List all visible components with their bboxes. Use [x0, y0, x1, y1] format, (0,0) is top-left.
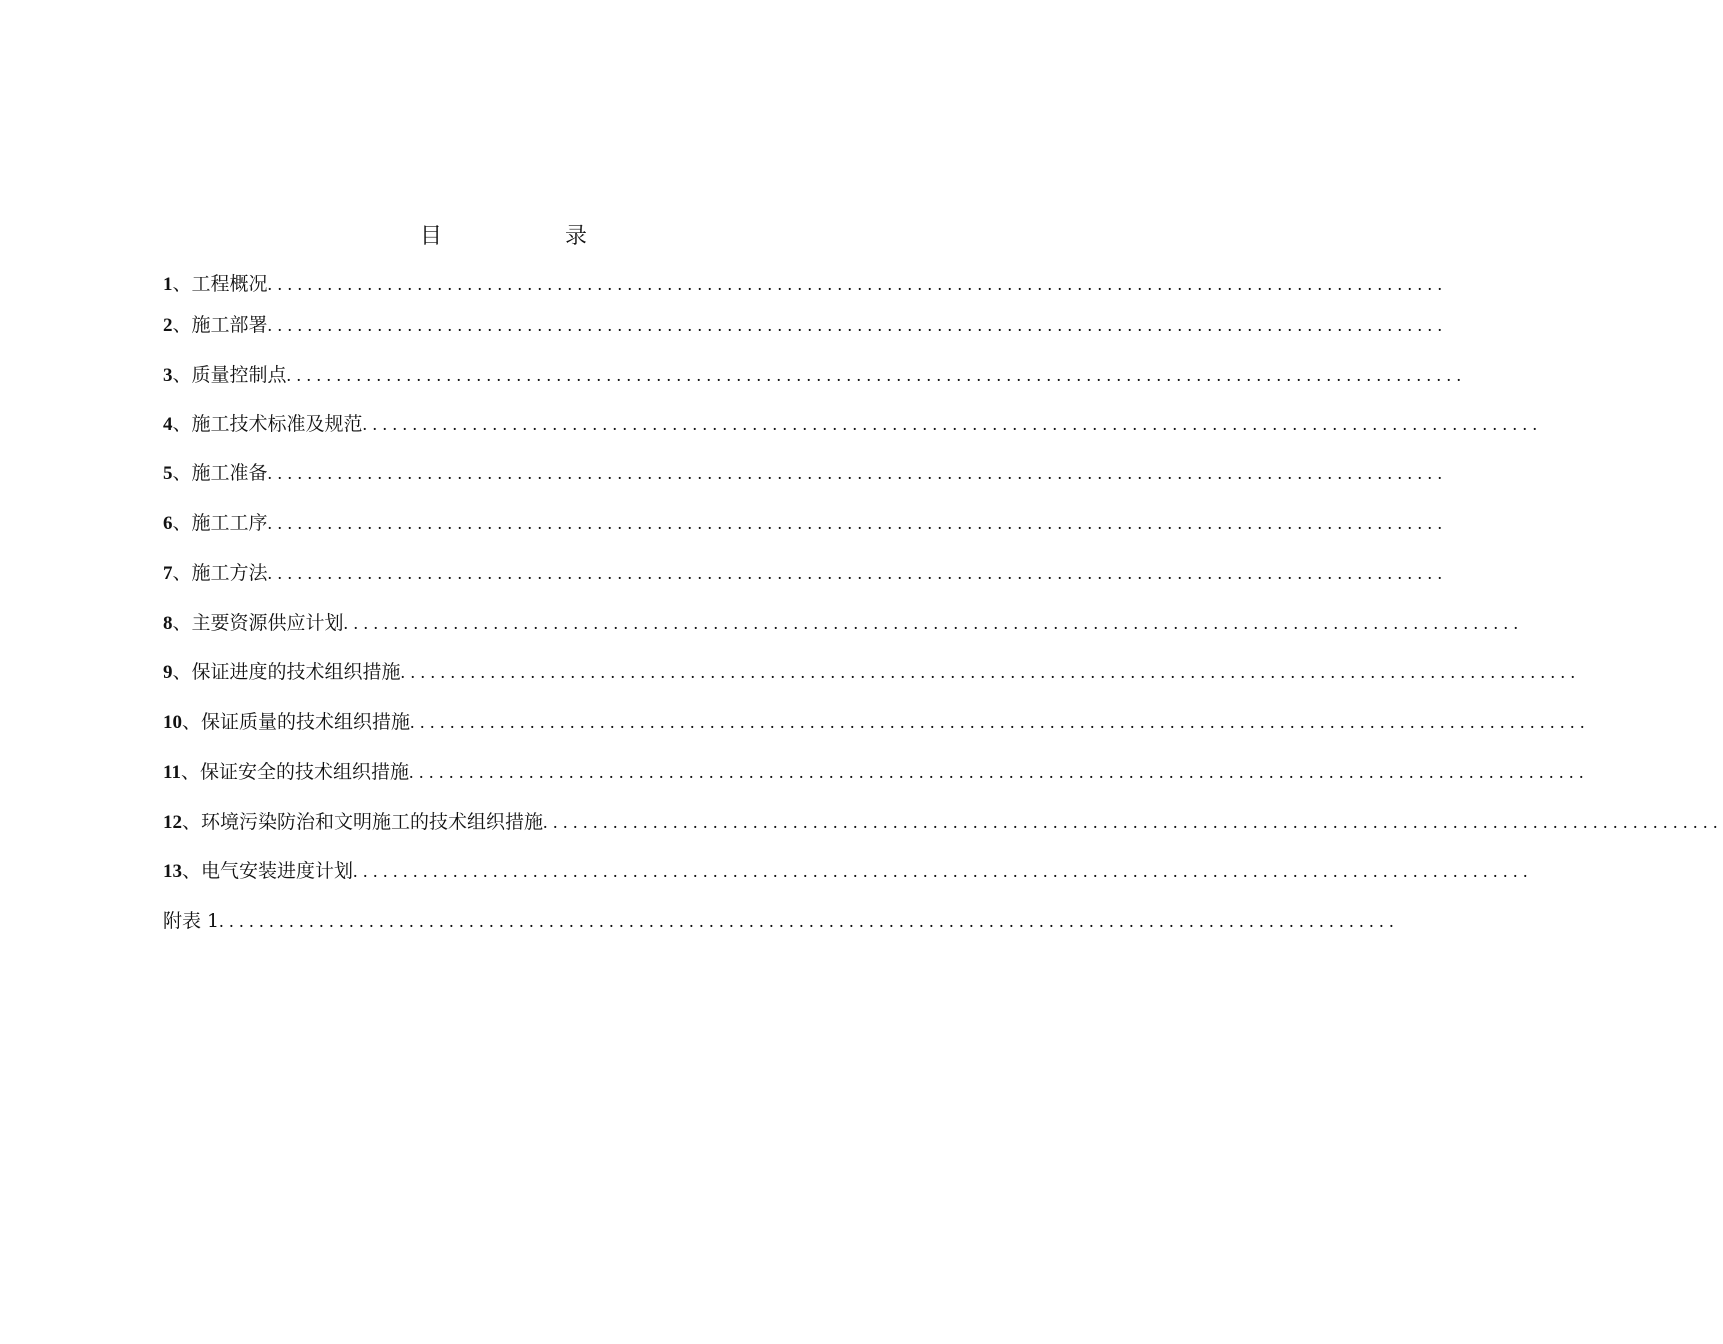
- toc-entry-label: 保证安全的技术组织措施: [199, 761, 409, 783]
- toc-entry-label: 质量控制点: [191, 364, 287, 386]
- toc-heading-char-2: 录: [565, 224, 588, 249]
- toc-entry-9[interactable]: [163, 658, 1581, 686]
- toc-leader-dots: ......................................................................................................................: [400, 662, 1581, 682]
- toc-entry-8[interactable]: [163, 609, 1524, 637]
- toc-entry-10[interactable]: [163, 708, 1591, 736]
- toc-entry-label: 施工部署: [191, 314, 268, 336]
- toc-entry-number: 1: [163, 274, 173, 295]
- toc-leader-dots: ......................................................................................................................: [343, 613, 1524, 633]
- toc-entry-separator: 、: [180, 761, 200, 783]
- toc-entry-number: 3: [163, 365, 173, 386]
- toc-entry-label: 施工准备: [191, 462, 268, 484]
- toc-entry-label: 环境污染防治和文明施工的技术组织措施: [201, 811, 544, 833]
- toc-entry-number: 13: [163, 861, 182, 882]
- toc-entry-separator: 、: [172, 562, 192, 584]
- toc-entry-label: 施工技术标准及规范: [191, 413, 363, 435]
- toc-entry-separator: 、: [172, 314, 192, 336]
- toc-leader-dots: ......................................................................................................................: [219, 911, 1400, 931]
- toc-entry-number: 11: [163, 762, 181, 783]
- toc-leader-dots: ......................................................................................................................: [267, 563, 1448, 583]
- toc-leader-dots: ......................................................................................................................: [362, 414, 1543, 434]
- toc-entry-12[interactable]: [163, 808, 1723, 836]
- toc-leader-dots: ......................................................................................................................: [267, 315, 1448, 335]
- toc-heading-char-1: 目: [420, 224, 443, 249]
- toc-entry-number: 2: [163, 315, 173, 336]
- toc-entry-11[interactable]: [163, 758, 1589, 786]
- toc-entry-separator: 、: [182, 811, 202, 833]
- toc-leader-dots: ......................................................................................................................: [353, 861, 1534, 881]
- toc-entry-label: 保证质量的技术组织措施: [201, 711, 411, 733]
- toc-entry-3[interactable]: [163, 361, 1467, 389]
- toc-entry-number: 6: [163, 513, 173, 534]
- toc-entry-number: 7: [163, 563, 173, 584]
- toc-entry-13[interactable]: [163, 857, 1534, 885]
- toc-entry-number: 4: [163, 414, 173, 435]
- toc-leader-dots: ......................................................................................................................: [267, 274, 1448, 294]
- toc-entry-7[interactable]: [163, 559, 1448, 587]
- toc-entry-number: 10: [163, 712, 182, 733]
- toc-leader-dots: ......................................................................................................................: [410, 712, 1591, 732]
- toc-entry-separator: 、: [182, 860, 202, 882]
- toc-entry-6[interactable]: [163, 509, 1448, 537]
- toc-leader-dots: ......................................................................................................................: [286, 365, 1467, 385]
- toc-entry-separator: 、: [172, 512, 192, 534]
- toc-entry-label: 施工方法: [191, 562, 268, 584]
- toc-leader-dots: ......................................................................................................................: [267, 513, 1448, 533]
- toc-entry-separator: 、: [172, 661, 192, 683]
- toc-entry-number: 8: [163, 613, 173, 634]
- toc-entry-2[interactable]: [163, 311, 1448, 339]
- toc-entry-label: 电气安装进度计划: [201, 860, 354, 882]
- toc-entry-label: 保证进度的技术组织措施: [191, 661, 401, 683]
- toc-entry-number: 12: [163, 812, 182, 833]
- toc-entry-4[interactable]: [163, 410, 1543, 438]
- toc-entry-label: 工程概况: [191, 273, 268, 295]
- toc-entry-separator: 、: [172, 462, 192, 484]
- toc-entry-label: 附表 1: [163, 910, 220, 932]
- toc-entry-separator: 、: [172, 364, 192, 386]
- toc-entry-label: 施工工序: [191, 512, 268, 534]
- toc-entry-number: 5: [163, 463, 173, 484]
- toc-entry-separator: 、: [172, 413, 192, 435]
- toc-leader-dots: ......................................................................................................................: [408, 762, 1589, 782]
- toc-entry-label: 主要资源供应计划: [191, 612, 344, 634]
- toc-entry-1[interactable]: [163, 270, 1448, 298]
- toc-entry-5[interactable]: [163, 459, 1448, 487]
- toc-heading: [0, 222, 1000, 252]
- toc-leader-dots: ......................................................................................................................: [543, 812, 1723, 832]
- toc-entry-number: 9: [163, 662, 173, 683]
- toc-entry-separator: 、: [182, 711, 202, 733]
- toc-entry-separator: 、: [172, 273, 192, 295]
- toc-entry-separator: 、: [172, 612, 192, 634]
- toc-entry-appendix[interactable]: [163, 907, 1400, 935]
- toc-leader-dots: ......................................................................................................................: [267, 463, 1448, 483]
